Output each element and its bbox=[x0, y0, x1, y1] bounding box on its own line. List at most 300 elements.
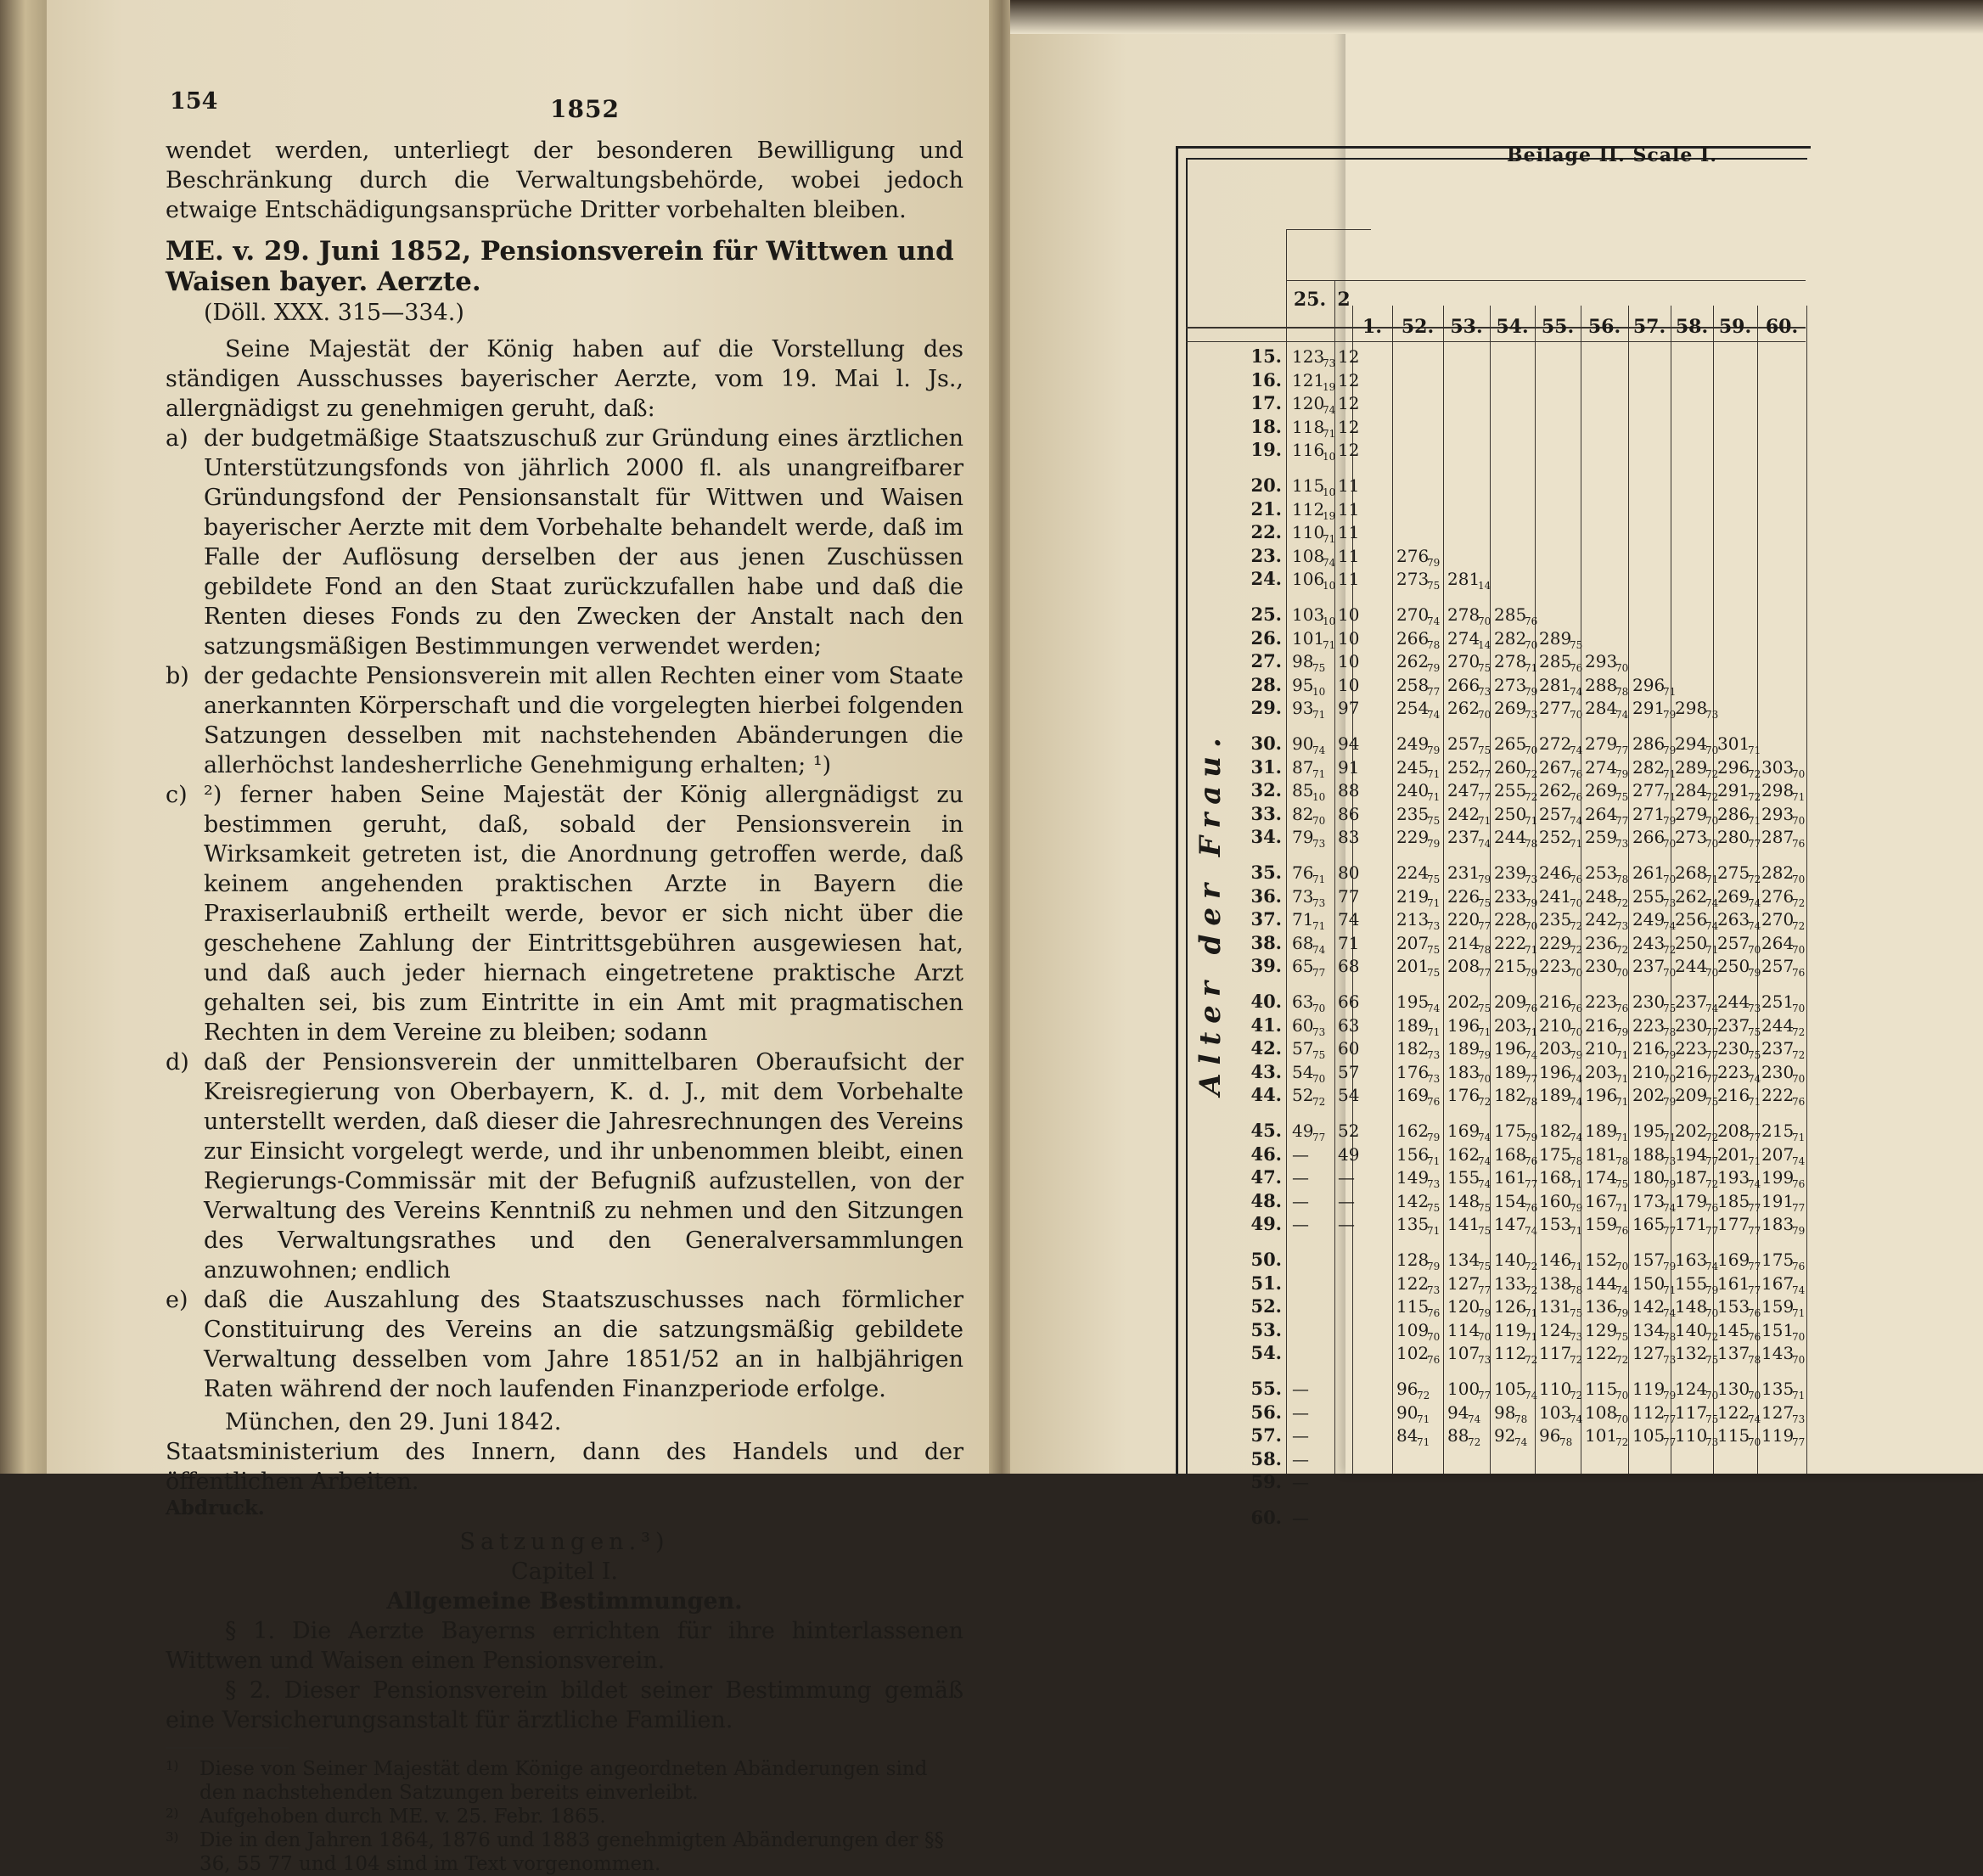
table-cell-fraction: 76 bbox=[1792, 1096, 1806, 1109]
table-cell-fraction: 10 bbox=[1323, 451, 1336, 463]
age-label: 36. bbox=[1250, 885, 1282, 907]
table-cell-fraction: 71 bbox=[1663, 685, 1677, 698]
table-cell-fraction: 77 bbox=[1615, 744, 1629, 756]
table-cell: 136 bbox=[1585, 1296, 1618, 1317]
table-cell: 230 bbox=[1632, 991, 1666, 1012]
footnote-label: 1) bbox=[166, 1758, 179, 1773]
table-cell: 87 bbox=[1292, 756, 1314, 778]
table-cell-fraction: 79 bbox=[1525, 1132, 1538, 1143]
table-cell-fraction: 74 bbox=[1705, 920, 1719, 933]
table-cell: 112 bbox=[1632, 1401, 1666, 1423]
table-cell: 108 bbox=[1292, 545, 1325, 566]
table-cell: 267 bbox=[1539, 756, 1572, 778]
table-cell-fraction: 70 bbox=[1615, 662, 1629, 675]
table-cell: 266 bbox=[1447, 674, 1480, 695]
table-cell: 11 bbox=[1338, 498, 1360, 520]
table-cell: 270 bbox=[1761, 909, 1795, 930]
age-label: 29. bbox=[1250, 697, 1282, 719]
table-cell-fraction: 74 bbox=[1705, 896, 1719, 909]
table-cell-fraction: 79 bbox=[1663, 1390, 1677, 1401]
table-cell: 124 bbox=[1675, 1379, 1708, 1399]
table-cell-fraction: 74 bbox=[1570, 685, 1583, 698]
table-cell-fraction: 74 bbox=[1705, 1003, 1719, 1014]
table-cell: 270 bbox=[1396, 604, 1430, 625]
table-cell-fraction: 70 bbox=[1792, 814, 1806, 827]
table-cell-fraction: 75 bbox=[1427, 814, 1441, 827]
item-text: der gedachte Pensionsverein mit allen Rechten einer vom Staate anerkannten Körperschaft und die vorgelegten hierbei folgenden Satzungen desselben mit nachstehenden Abänderungen die allerhöchst landesherrliche Genehmigung erhalten; ¹) bbox=[204, 663, 963, 778]
table-cell: — bbox=[1292, 1508, 1309, 1528]
table-cell: 284 bbox=[1675, 780, 1708, 801]
table-cell: 254 bbox=[1396, 698, 1430, 719]
signoff-ministry: Staatsministerium des Innern, dann des Handels und der öffentlichen Arbeiten. bbox=[166, 1439, 963, 1495]
table-cell: 296 bbox=[1717, 756, 1750, 778]
table-cell: 102 bbox=[1396, 1343, 1430, 1364]
table-cell: 274 bbox=[1447, 627, 1480, 649]
table-cell: 287 bbox=[1761, 827, 1795, 848]
table-cell: 294 bbox=[1675, 733, 1708, 754]
age-label: 45. bbox=[1250, 1120, 1282, 1141]
column-header: 52. bbox=[1401, 316, 1435, 338]
table-cell-fraction: 79 bbox=[1705, 1283, 1719, 1296]
table-cell-fraction: 70 bbox=[1525, 920, 1538, 933]
table-cell: 288 bbox=[1585, 674, 1618, 695]
table-cell-fraction: 71 bbox=[1323, 638, 1336, 651]
table-cell-fraction: 76 bbox=[1792, 1178, 1806, 1191]
table-cell-fraction: 78 bbox=[1663, 1025, 1677, 1038]
table-cell-fraction: 70 bbox=[1748, 1390, 1761, 1401]
table-cell: 273 bbox=[1675, 827, 1708, 848]
age-axis-label-text: Alter der Frau. bbox=[1194, 729, 1227, 1096]
table-cell: 228 bbox=[1494, 909, 1527, 930]
table-cell: 85 bbox=[1292, 780, 1314, 801]
table-cell-fraction: 72 bbox=[1468, 1436, 1481, 1449]
table-cell-fraction: 10 bbox=[1323, 615, 1336, 627]
table-cell: 229 bbox=[1396, 827, 1430, 848]
table-cell-fraction: 74 bbox=[1427, 709, 1441, 722]
table-cell-fraction: 70 bbox=[1705, 967, 1719, 980]
table-cell: 282 bbox=[1632, 756, 1666, 778]
table-cell: — bbox=[1292, 1167, 1309, 1188]
table-cell-fraction: 71 bbox=[1417, 1436, 1430, 1449]
table-cell: 199 bbox=[1761, 1167, 1795, 1188]
table-cell: 277 bbox=[1539, 698, 1572, 719]
table-cell-fraction: 75 bbox=[1427, 943, 1441, 956]
table-cell-fraction: 74 bbox=[1570, 814, 1583, 827]
table-cell-fraction: 73 bbox=[1427, 1283, 1441, 1296]
table-cell: 80 bbox=[1338, 862, 1360, 883]
table-cell: 83 bbox=[1338, 827, 1360, 848]
table-cell: 115 bbox=[1396, 1296, 1430, 1317]
table-cell: 262 bbox=[1396, 651, 1430, 672]
table-cell-fraction: 74 bbox=[1525, 1225, 1538, 1238]
table-cell: 289 bbox=[1539, 627, 1572, 649]
table-cell: 123 bbox=[1292, 346, 1325, 367]
table-cell-fraction: 79 bbox=[1570, 1049, 1583, 1062]
table-cell-fraction: 72 bbox=[1615, 896, 1629, 909]
table-cell: 216 bbox=[1585, 1014, 1618, 1036]
table-cell: 195 bbox=[1396, 991, 1430, 1012]
table-cell: 127 bbox=[1761, 1401, 1795, 1423]
table-cell: 189 bbox=[1494, 1061, 1527, 1082]
footnote-label: 2) bbox=[166, 1806, 179, 1821]
table-cell: 276 bbox=[1761, 885, 1795, 907]
table-cell-fraction: 76 bbox=[1427, 1354, 1441, 1367]
table-cell: 293 bbox=[1585, 651, 1618, 672]
table-cell: 189 bbox=[1539, 1085, 1572, 1106]
table-cell: 10 bbox=[1338, 604, 1360, 625]
age-label: 33. bbox=[1250, 802, 1282, 824]
table-cell: 60 bbox=[1338, 1038, 1360, 1059]
table-cell-fraction: 70 bbox=[1663, 1072, 1677, 1085]
table-cell: 269 bbox=[1717, 885, 1750, 907]
table-cell-fraction: 77 bbox=[1663, 1225, 1677, 1238]
table-cell-fraction: 77 bbox=[1748, 1132, 1761, 1143]
list-item-d bbox=[166, 1048, 963, 1285]
table-cell: 141 bbox=[1447, 1214, 1480, 1235]
decree-heading bbox=[166, 237, 963, 328]
table-cell: 244 bbox=[1494, 827, 1527, 848]
table-cell: — bbox=[1338, 1167, 1355, 1188]
appendix-title: Beilage II. Scale I. bbox=[1507, 144, 1718, 166]
table-cell: 268 bbox=[1675, 862, 1708, 883]
table-cell-fraction: 73 bbox=[1427, 1049, 1441, 1062]
satzungen-title: Satzungen.³) bbox=[459, 1529, 670, 1555]
table-cell-fraction: 71 bbox=[1748, 1096, 1761, 1109]
age-label: 53. bbox=[1250, 1318, 1282, 1340]
table-cell: 115 bbox=[1585, 1379, 1618, 1399]
table-cell-fraction: 72 bbox=[1705, 1178, 1719, 1191]
table-cell: 68 bbox=[1292, 932, 1314, 953]
table-cell-fraction: 72 bbox=[1525, 1283, 1538, 1296]
table-cell-fraction: 72 bbox=[1525, 791, 1538, 804]
table-cell: 298 bbox=[1675, 698, 1708, 719]
table-cell: 105 bbox=[1494, 1379, 1527, 1399]
table-cell-fraction: 77 bbox=[1792, 1201, 1806, 1214]
table-cell-fraction: 72 bbox=[1748, 791, 1761, 804]
table-cell: 49 bbox=[1292, 1121, 1314, 1141]
table-cell: 140 bbox=[1675, 1319, 1708, 1340]
table-cell-fraction: 71 bbox=[1312, 767, 1326, 780]
table-cell-fraction: 75 bbox=[1615, 1178, 1629, 1191]
table-cell: 298 bbox=[1761, 780, 1795, 801]
table-cell: 278 bbox=[1494, 651, 1527, 672]
table-cell-fraction: 70 bbox=[1570, 1025, 1583, 1038]
column-header-25: 25. bbox=[1293, 289, 1327, 311]
table-cell: 193 bbox=[1717, 1167, 1750, 1188]
table-cell: 235 bbox=[1396, 803, 1430, 824]
table-cell-fraction: 70 bbox=[1615, 967, 1629, 980]
table-cell: 93 bbox=[1292, 698, 1314, 719]
table-cell: 98 bbox=[1292, 651, 1314, 672]
table-cell: 279 bbox=[1585, 733, 1618, 754]
table-cell: 145 bbox=[1717, 1319, 1750, 1340]
table-cell: 243 bbox=[1632, 932, 1666, 953]
table-cell: 63 bbox=[1292, 991, 1314, 1012]
table-cell-fraction: 73 bbox=[1705, 1436, 1719, 1449]
table-cell-fraction: 70 bbox=[1663, 838, 1677, 851]
table-cell: 88 bbox=[1447, 1425, 1469, 1446]
table-cell: 92 bbox=[1494, 1425, 1516, 1446]
table-cell-fraction: 77 bbox=[1478, 920, 1491, 933]
table-cell: 76 bbox=[1292, 862, 1314, 883]
page-year-header: 1852 bbox=[550, 95, 620, 123]
footnote-text: Die in den Jahren 1864, 1876 und 1883 genehmigten Abänderungen der §§ 36, 55 77 und 104 sind im Text vorgenommen. bbox=[199, 1829, 944, 1875]
table-cell: 301 bbox=[1717, 733, 1750, 754]
table-cell-fraction: 71 bbox=[1792, 1132, 1806, 1143]
table-cell: 147 bbox=[1494, 1214, 1527, 1235]
table-cell: 179 bbox=[1675, 1190, 1708, 1211]
table-cell: 117 bbox=[1539, 1343, 1572, 1364]
list-item-c bbox=[166, 780, 963, 1048]
table-cell-fraction: 79 bbox=[1748, 967, 1761, 980]
age-label: 38. bbox=[1250, 931, 1282, 953]
column-rule bbox=[1443, 306, 1444, 1474]
table-cell-fraction: 72 bbox=[1748, 767, 1761, 780]
table-cell: 116 bbox=[1292, 440, 1325, 461]
table-cell-fraction: 10 bbox=[1323, 580, 1336, 593]
page-number: 154 bbox=[170, 88, 218, 115]
table-cell: 182 bbox=[1494, 1085, 1527, 1106]
table-cell: 103 bbox=[1539, 1401, 1572, 1423]
table-cell: 201 bbox=[1717, 1143, 1750, 1165]
table-cell: 168 bbox=[1494, 1143, 1527, 1165]
table-cell-fraction: 74 bbox=[1615, 1283, 1629, 1296]
list-item-a bbox=[166, 424, 963, 661]
age-label: 18. bbox=[1250, 415, 1282, 437]
table-cell-fraction: 73 bbox=[1705, 709, 1719, 722]
table-cell-fraction: 73 bbox=[1615, 838, 1629, 851]
table-cell: 229 bbox=[1539, 932, 1572, 953]
age-label: 56. bbox=[1250, 1401, 1282, 1423]
table-cell-fraction: 74 bbox=[1748, 1178, 1761, 1191]
table-cell-fraction: 74 bbox=[1323, 556, 1336, 569]
table-cell-fraction: 72 bbox=[1705, 1330, 1719, 1343]
table-cell: 274 bbox=[1585, 756, 1618, 778]
table-cell: 12 bbox=[1338, 416, 1360, 437]
table-cell-fraction: 74 bbox=[1478, 1178, 1491, 1191]
table-cell-fraction: 75 bbox=[1663, 1003, 1677, 1014]
table-cell-fraction: 75 bbox=[1427, 1201, 1441, 1214]
table-cell: 215 bbox=[1761, 1121, 1795, 1141]
table-cell-fraction: 72 bbox=[1525, 1354, 1538, 1367]
age-label: 47. bbox=[1250, 1166, 1282, 1188]
table-cell-fraction: 74 bbox=[1427, 615, 1441, 627]
table-cell-fraction: 77 bbox=[1705, 1049, 1719, 1062]
table-cell: 247 bbox=[1447, 780, 1480, 801]
table-cell: 167 bbox=[1585, 1190, 1618, 1211]
table-cell-fraction: 71 bbox=[1478, 814, 1491, 827]
age-label: 60. bbox=[1250, 1507, 1282, 1528]
table-cell-fraction: 72 bbox=[1792, 896, 1806, 909]
table-cell-fraction: 77 bbox=[1792, 1436, 1806, 1449]
table-cell-fraction: 76 bbox=[1525, 615, 1538, 627]
table-cell: 196 bbox=[1494, 1038, 1527, 1059]
footnote-rule bbox=[166, 1747, 289, 1749]
table-cell: 189 bbox=[1585, 1121, 1618, 1141]
table-cell: 120 bbox=[1292, 393, 1325, 414]
column-rule bbox=[1392, 306, 1393, 1474]
table-cell: 114 bbox=[1447, 1319, 1480, 1340]
table-cell: 174 bbox=[1585, 1167, 1618, 1188]
item-text: ²) ferner haben Seine Majestät der König allergnädigst zu bestimmen geruht, daß, sobald der Pensionsverein in Wirksamkeit getreten ist, die Anordnung getroffen werde, daß keinem angehenden praktischen Arzte in Bayern die Praxiserlaubniß ertheilt werde, bevor er sich nicht über die geschehene Zahlung der Eintrittsgebühren ausgewiesen hat, und daß auch jeder hiernach eingetretene praktische Arzt gehalten sei, bis zum Eintritte in ein Amt mit pragmatischen Rechten in dem Vereine zu bleiben; sodann bbox=[204, 782, 963, 1046]
table-cell: 156 bbox=[1396, 1143, 1430, 1165]
table-cell-fraction: 74 bbox=[1312, 943, 1326, 956]
table-cell: 250 bbox=[1675, 932, 1708, 953]
table-cell: 187 bbox=[1675, 1167, 1708, 1188]
table-cell: 88 bbox=[1338, 780, 1360, 801]
table-cell: 96 bbox=[1539, 1425, 1561, 1446]
table-cell-fraction: 71 bbox=[1615, 1096, 1629, 1109]
table-cell: 249 bbox=[1632, 909, 1666, 930]
table-cell: 237 bbox=[1632, 956, 1666, 977]
table-cell-fraction: 74 bbox=[1663, 920, 1677, 933]
item-text: der budgetmäßige Staatszuschuß zur Gründung eines ärztlichen Unterstützungsfonds von jährlich 2000 fl. als unangreifbarer Gründungsfond der Pensionsanstalt für Wittwen und Waisen bayerischer Aerzte mit dem Vorbehalte behandelt werde, daß im Falle der Auflösung derselben der aus jenen Zuschüssen gebildete Fond an den Staat zurückzufallen habe und daß die Renten dieses Fonds zu den Zwecken der Anstalt nach den satzungsmäßigen Bestimmungen verwendet werden; bbox=[204, 425, 963, 660]
table-cell: 97 bbox=[1338, 698, 1360, 719]
table-cell-fraction: 79 bbox=[1427, 662, 1441, 675]
table-cell: 182 bbox=[1396, 1038, 1430, 1059]
table-cell: 196 bbox=[1447, 1014, 1480, 1036]
table-cell: 230 bbox=[1675, 1014, 1708, 1036]
table-cell: 261 bbox=[1632, 862, 1666, 883]
table-cell-fraction: 71 bbox=[1570, 838, 1583, 851]
table-cell: 259 bbox=[1585, 827, 1618, 848]
table-cell: 208 bbox=[1717, 1121, 1750, 1141]
table-cell: 108 bbox=[1585, 1401, 1618, 1423]
table-cell: 117 bbox=[1675, 1401, 1708, 1423]
table-cell: 68 bbox=[1338, 956, 1360, 977]
table-cell-fraction: 79 bbox=[1427, 744, 1441, 756]
table-cell-fraction: 73 bbox=[1478, 685, 1491, 698]
table-cell: 222 bbox=[1494, 932, 1527, 953]
preamble: Seine Majestät der König haben auf die Vorstellung des ständigen Ausschusses bayerischer Aerzte, vom 19. Mai l. Js., allergnädigst zu genehmigen geruht, daß: bbox=[166, 336, 963, 422]
intro-paragraph: wendet werden, unterliegt der besonderen Bewilligung und Beschränkung durch die Verwaltungsbehörde, wobei jedoch etwaige Entschädigungsansprüche Dritter vorbehalten bleiben. bbox=[166, 138, 963, 223]
table-cell: 100 bbox=[1447, 1379, 1480, 1399]
table-cell-fraction: 72 bbox=[1525, 767, 1538, 780]
age-label: 42. bbox=[1250, 1037, 1282, 1059]
table-cell: 127 bbox=[1632, 1343, 1666, 1364]
table-cell: 183 bbox=[1447, 1061, 1480, 1082]
table-cell-fraction: 70 bbox=[1478, 1072, 1491, 1085]
table-cell: 264 bbox=[1761, 932, 1795, 953]
table-cell-fraction: 76 bbox=[1427, 1096, 1441, 1109]
table-cell-fraction: 77 bbox=[1748, 1225, 1761, 1238]
table-cell-fraction: 19 bbox=[1323, 380, 1336, 393]
table-cell-fraction: 79 bbox=[1478, 1307, 1491, 1320]
table-cell: 149 bbox=[1396, 1167, 1430, 1188]
age-label: 21. bbox=[1250, 497, 1282, 520]
table-cell-fraction: 74 bbox=[1748, 920, 1761, 933]
table-cell-fraction: 79 bbox=[1427, 838, 1441, 851]
table-cell-fraction: 77 bbox=[1705, 1072, 1719, 1085]
table-cell-fraction: 75 bbox=[1427, 967, 1441, 980]
table-cell-fraction: 71 bbox=[1312, 873, 1326, 885]
table-cell-fraction: 73 bbox=[1615, 920, 1629, 933]
table-cell: 270 bbox=[1447, 651, 1480, 672]
table-cell-fraction: 71 bbox=[1525, 662, 1538, 675]
table-cell: 137 bbox=[1717, 1343, 1750, 1364]
table-cell-fraction: 70 bbox=[1312, 1072, 1326, 1085]
table-cell: 152 bbox=[1585, 1250, 1618, 1270]
left-page-body bbox=[166, 136, 963, 1876]
table-cell: 177 bbox=[1717, 1214, 1750, 1235]
table-cell: 266 bbox=[1632, 827, 1666, 848]
table-cell-fraction: 75 bbox=[1570, 1307, 1583, 1320]
table-cell-fraction: 71 bbox=[1792, 1390, 1806, 1401]
table-cell-fraction: 79 bbox=[1663, 1096, 1677, 1109]
table-cell: 219 bbox=[1396, 885, 1430, 907]
footnote-text: Diese von Seiner Majestät dem Könige angeordneten Abänderungen sind den nachstehenden Satzungen bereits einverleibt. bbox=[199, 1758, 928, 1804]
table-cell-fraction: 72 bbox=[1792, 1049, 1806, 1062]
table-cell: 77 bbox=[1338, 885, 1360, 907]
table-cell: 11 bbox=[1338, 545, 1360, 566]
table-cell: 148 bbox=[1447, 1190, 1480, 1211]
page-top-shadow bbox=[1010, 0, 1983, 34]
table-cell: 220 bbox=[1447, 909, 1480, 930]
age-label: 52. bbox=[1250, 1295, 1282, 1317]
table-cell-fraction: 71 bbox=[1615, 1201, 1629, 1214]
table-cell: 175 bbox=[1494, 1121, 1527, 1141]
table-cell: — bbox=[1292, 1143, 1309, 1165]
table-cell: 252 bbox=[1447, 756, 1480, 778]
table-cell-fraction: 74 bbox=[1792, 1283, 1806, 1296]
table-cell: 142 bbox=[1396, 1190, 1430, 1211]
table-cell: 203 bbox=[1585, 1061, 1618, 1082]
table-cell-fraction: 73 bbox=[1312, 1025, 1326, 1038]
table-cell-fraction: 73 bbox=[1525, 873, 1538, 885]
table-cell: 189 bbox=[1396, 1014, 1430, 1036]
table-cell-fraction: 71 bbox=[1570, 1178, 1583, 1191]
table-cell-fraction: 73 bbox=[1323, 357, 1336, 369]
table-cell: 269 bbox=[1585, 780, 1618, 801]
table-cell: 249 bbox=[1396, 733, 1430, 754]
table-cell: 143 bbox=[1761, 1343, 1795, 1364]
footnote-label: 3) bbox=[166, 1829, 179, 1845]
age-label: 27. bbox=[1250, 650, 1282, 672]
table-cell-fraction: 79 bbox=[1663, 1261, 1677, 1272]
table-cell: 223 bbox=[1585, 991, 1618, 1012]
age-label: 35. bbox=[1250, 862, 1282, 883]
age-label: 55. bbox=[1250, 1378, 1282, 1399]
age-label: 37. bbox=[1250, 908, 1282, 930]
table-cell-fraction: 77 bbox=[1312, 967, 1326, 980]
age-label: 41. bbox=[1250, 1014, 1282, 1036]
column-header: 54. bbox=[1496, 316, 1529, 338]
table-cell-fraction: 74 bbox=[1570, 1096, 1583, 1109]
table-cell: 202 bbox=[1632, 1085, 1666, 1106]
table-cell-fraction: 77 bbox=[1663, 1436, 1677, 1449]
table-cell: 115 bbox=[1292, 475, 1325, 496]
table-cell-fraction: 70 bbox=[1663, 967, 1677, 980]
table-cell: 276 bbox=[1396, 545, 1430, 566]
table-cell: 240 bbox=[1396, 780, 1430, 801]
table-cell: 233 bbox=[1494, 885, 1527, 907]
table-cell-fraction: 70 bbox=[1615, 1413, 1629, 1425]
table-cell-fraction: 75 bbox=[1312, 1049, 1326, 1062]
table-cell: 230 bbox=[1717, 1038, 1750, 1059]
table-cell-fraction: 76 bbox=[1570, 1003, 1583, 1014]
table-cell: 251 bbox=[1761, 991, 1795, 1012]
table-cell-fraction: 70 bbox=[1478, 709, 1491, 722]
table-cell: 273 bbox=[1494, 674, 1527, 695]
table-cell: 86 bbox=[1338, 803, 1360, 824]
table-cell: — bbox=[1338, 1190, 1355, 1211]
table-cell: 109 bbox=[1396, 1319, 1430, 1340]
table-cell-fraction: 71 bbox=[1427, 1225, 1441, 1238]
table-cell-fraction: 79 bbox=[1615, 1307, 1629, 1320]
table-cell-fraction: 77 bbox=[1748, 1261, 1761, 1272]
table-cell-fraction: 71 bbox=[1748, 744, 1761, 756]
table-cell-fraction: 71 bbox=[1748, 814, 1761, 827]
